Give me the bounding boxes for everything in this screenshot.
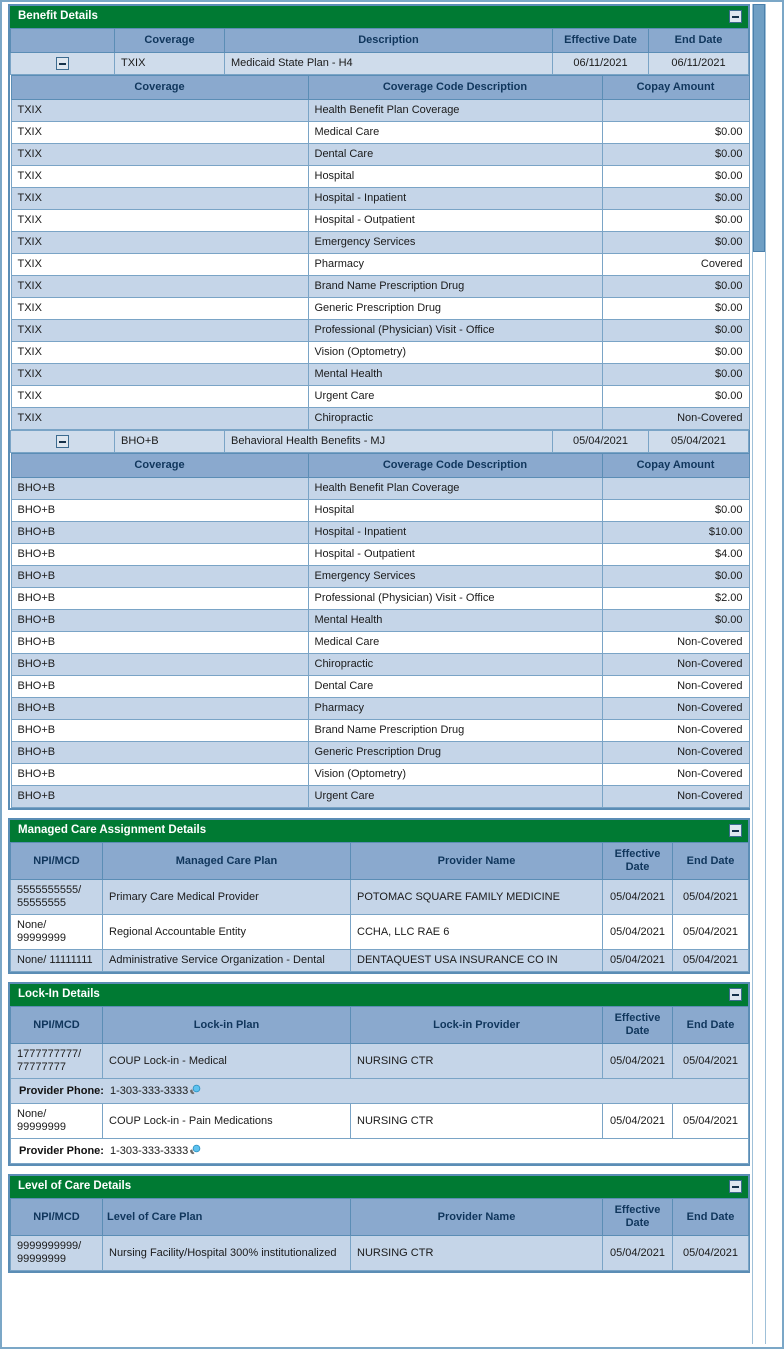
- provider-phone-row: [11, 1139, 749, 1164]
- panel-title: Managed Care Assignment Details: [18, 824, 207, 836]
- level-of-care-table: [10, 1198, 749, 1271]
- table-row: [11, 950, 749, 972]
- copay-amount-value: Non-Covered: [602, 764, 749, 786]
- coverage-code-description-value: Vision (Optometry): [308, 764, 602, 786]
- managed-care-table: [10, 842, 749, 972]
- plan-expander-cell[interactable]: [11, 53, 115, 75]
- skype-call-icon[interactable]: [189, 1084, 201, 1096]
- provider-phone-row: [11, 1079, 749, 1104]
- coverage-value: TXIX: [11, 144, 308, 166]
- skype-call-icon[interactable]: [189, 1144, 201, 1156]
- copay-amount-value: [602, 100, 749, 122]
- end-date-value: 05/04/2021: [673, 950, 749, 972]
- col-effective-date: Effective Date: [553, 29, 649, 53]
- coverage-code-description-value: Pharmacy: [308, 698, 602, 720]
- copay-amount-value: $10.00: [602, 522, 749, 544]
- copay-amount-value: $0.00: [602, 566, 749, 588]
- coverage-code-row: [11, 786, 749, 808]
- panel-benefit-details: [8, 4, 750, 810]
- copay-amount-value: $0.00: [602, 386, 749, 408]
- coverage-code-description-value: Urgent Care: [308, 786, 602, 808]
- panel-title: Level of Care Details: [18, 1180, 132, 1192]
- col-lock-in-provider: Lock-in Provider: [351, 1007, 603, 1044]
- coverage-value: TXIX: [11, 254, 308, 276]
- coverage-code-row: [11, 100, 749, 122]
- end-date-value: 05/04/2021: [673, 915, 749, 950]
- col-description: Description: [225, 29, 553, 53]
- coverage-code-row: [11, 720, 749, 742]
- col-effective-date: Effective Date: [603, 843, 673, 880]
- coverage-value: TXIX: [11, 122, 308, 144]
- copay-amount-value: $0.00: [602, 188, 749, 210]
- coverage-code-row: [11, 144, 749, 166]
- provider-name-value: CCHA, LLC RAE 6: [351, 915, 603, 950]
- coverage-value: BHO+B: [11, 786, 308, 808]
- coverage-code-description-value: Medical Care: [308, 122, 602, 144]
- plan-coverage: BHO+B: [115, 431, 225, 453]
- provider-phone-number: 1-303-333-3333: [109, 1085, 189, 1097]
- provider-name-value: NURSING CTR: [351, 1236, 603, 1271]
- minus-icon[interactable]: [729, 988, 742, 1001]
- vertical-scrollbar[interactable]: [752, 4, 766, 1344]
- coverage-value: TXIX: [11, 188, 308, 210]
- coverage-code-row: [11, 654, 749, 676]
- coverage-code-row: [11, 544, 749, 566]
- panel-header-managed-care: [10, 820, 748, 842]
- effective-date-value: 05/04/2021: [603, 950, 673, 972]
- copay-amount-value: [602, 478, 749, 500]
- col-effective-date: Effective Date: [603, 1007, 673, 1044]
- copay-amount-value: $0.00: [602, 342, 749, 364]
- col-provider-name: Provider Name: [351, 843, 603, 880]
- coverage-value: BHO+B: [11, 566, 308, 588]
- coverage-value: BHO+B: [11, 588, 308, 610]
- panel-level-of-care-details: [8, 1174, 750, 1273]
- subtable-header-row: [11, 76, 749, 100]
- panel-title: Lock-In Details: [18, 988, 100, 1000]
- col-end-date: End Date: [673, 843, 749, 880]
- copay-amount-value: Non-Covered: [602, 408, 749, 430]
- coverage-code-description-value: Health Benefit Plan Coverage: [308, 478, 602, 500]
- copay-amount-value: $0.00: [602, 144, 749, 166]
- coverage-value: TXIX: [11, 408, 308, 430]
- coverage-code-description-value: Chiropractic: [308, 408, 602, 430]
- copay-amount-value: Non-Covered: [602, 676, 749, 698]
- col-npi-mcd: NPI/MCD: [11, 1199, 103, 1236]
- benefit-plan-row: [11, 53, 749, 75]
- plan-coverage: TXIX: [115, 53, 225, 75]
- panel-title: Benefit Details: [18, 10, 98, 22]
- provider-phone-label: Provider Phone:: [19, 1085, 104, 1097]
- coverage-code-description-value: Hospital - Inpatient: [308, 522, 602, 544]
- plan-end-date: 05/04/2021: [649, 431, 749, 453]
- col-sub-coverage: Coverage: [11, 76, 308, 100]
- coverage-code-description-value: Mental Health: [308, 364, 602, 386]
- npi-mcd-value: None/ 99999999: [11, 915, 103, 950]
- coverage-value: BHO+B: [11, 720, 308, 742]
- provider-name-value: DENTAQUEST USA INSURANCE CO IN: [351, 950, 603, 972]
- coverage-code-row: [11, 478, 749, 500]
- coverage-code-row: [11, 166, 749, 188]
- copay-amount-value: $2.00: [602, 588, 749, 610]
- npi-mcd-value: 9999999999/ 99999999: [11, 1236, 103, 1271]
- coverage-code-description-value: Hospital: [308, 166, 602, 188]
- col-managed-care-plan: Managed Care Plan: [103, 843, 351, 880]
- coverage-code-row: [11, 676, 749, 698]
- managed-care-plan-value: Primary Care Medical Provider: [103, 880, 351, 915]
- coverage-code-row: [11, 764, 749, 786]
- coverage-value: BHO+B: [11, 654, 308, 676]
- panel-header-level-of-care: [10, 1176, 748, 1198]
- coverage-code-row: [11, 408, 749, 430]
- panel-header-lock-in: [10, 984, 748, 1006]
- panel-lock-in-details: [8, 982, 750, 1166]
- table-header-row: [11, 1007, 749, 1044]
- provider-phone-number: 1-303-333-3333: [109, 1145, 189, 1157]
- coverage-code-row: [11, 320, 749, 342]
- npi-mcd-value: None/ 11111111: [11, 950, 103, 972]
- col-coverage-code-description: Coverage Code Description: [308, 76, 602, 100]
- coverage-code-description-value: Medical Care: [308, 632, 602, 654]
- coverage-code-row: [11, 364, 749, 386]
- minus-icon[interactable]: [729, 1180, 742, 1193]
- coverage-code-row: [11, 386, 749, 408]
- col-effective-date: Effective Date: [603, 1199, 673, 1236]
- coverage-value: BHO+B: [11, 544, 308, 566]
- table-header-row: [11, 1199, 749, 1236]
- plan-expander-cell[interactable]: [11, 431, 115, 453]
- managed-care-plan-value: Administrative Service Organization - Dental: [103, 950, 351, 972]
- plan-effective-date: 06/11/2021: [553, 53, 649, 75]
- benefit-subtable-row: [11, 75, 749, 431]
- coverage-value: BHO+B: [11, 698, 308, 720]
- coverage-value: BHO+B: [11, 742, 308, 764]
- copay-amount-value: $0.00: [602, 122, 749, 144]
- coverage-value: BHO+B: [11, 500, 308, 522]
- copay-amount-value: $0.00: [602, 298, 749, 320]
- coverage-value: TXIX: [11, 386, 308, 408]
- coverage-code-description-value: Brand Name Prescription Drug: [308, 276, 602, 298]
- npi-mcd-value: 5555555555/ 55555555: [11, 880, 103, 915]
- effective-date-value: 05/04/2021: [603, 1236, 673, 1271]
- coverage-code-table: [11, 453, 750, 808]
- table-row: [11, 915, 749, 950]
- benefit-subtable-row: [11, 453, 749, 809]
- col-end-date: End Date: [673, 1199, 749, 1236]
- coverage-code-row: [11, 698, 749, 720]
- coverage-code-description-value: Mental Health: [308, 610, 602, 632]
- copay-amount-value: $4.00: [602, 544, 749, 566]
- copay-amount-value: $0.00: [602, 276, 749, 298]
- coverage-code-description-value: Generic Prescription Drug: [308, 742, 602, 764]
- col-sub-coverage: Coverage: [11, 454, 308, 478]
- coverage-code-description-value: Urgent Care: [308, 386, 602, 408]
- copay-amount-value: $0.00: [602, 610, 749, 632]
- coverage-value: TXIX: [11, 100, 308, 122]
- coverage-code-description-value: Chiropractic: [308, 654, 602, 676]
- coverage-code-description-value: Health Benefit Plan Coverage: [308, 100, 602, 122]
- col-expander: [11, 29, 115, 53]
- coverage-code-row: [11, 122, 749, 144]
- effective-date-value: 05/04/2021: [603, 880, 673, 915]
- copay-amount-value: Non-Covered: [602, 786, 749, 808]
- table-row: [11, 1044, 749, 1079]
- coverage-value: TXIX: [11, 166, 308, 188]
- coverage-code-row: [11, 254, 749, 276]
- plan-description: Medicaid State Plan - H4: [225, 53, 553, 75]
- minus-icon[interactable]: [729, 10, 742, 23]
- col-npi-mcd: NPI/MCD: [11, 1007, 103, 1044]
- coverage-code-row: [11, 342, 749, 364]
- level-of-care-plan-value: Nursing Facility/Hospital 300% institutionalized: [103, 1236, 351, 1271]
- coverage-code-row: [11, 632, 749, 654]
- effective-date-value: 05/04/2021: [603, 1104, 673, 1139]
- coverage-code-description-value: Hospital: [308, 500, 602, 522]
- end-date-value: 05/04/2021: [673, 1104, 749, 1139]
- npi-mcd-value: None/ 99999999: [11, 1104, 103, 1139]
- copay-amount-value: $0.00: [602, 320, 749, 342]
- copay-amount-value: $0.00: [602, 166, 749, 188]
- minus-icon[interactable]: [729, 824, 742, 837]
- coverage-code-description-value: Hospital - Outpatient: [308, 544, 602, 566]
- table-row: [11, 880, 749, 915]
- coverage-value: BHO+B: [11, 610, 308, 632]
- coverage-code-row: [11, 188, 749, 210]
- managed-care-plan-value: Regional Accountable Entity: [103, 915, 351, 950]
- coverage-code-row: [11, 566, 749, 588]
- lock-in-provider-value: NURSING CTR: [351, 1104, 603, 1139]
- end-date-value: 05/04/2021: [673, 1044, 749, 1079]
- coverage-value: TXIX: [11, 232, 308, 254]
- end-date-value: 05/04/2021: [673, 880, 749, 915]
- coverage-code-description-value: Generic Prescription Drug: [308, 298, 602, 320]
- coverage-code-row: [11, 522, 749, 544]
- panel-header-benefit-details: [10, 6, 748, 28]
- coverage-code-row: [11, 232, 749, 254]
- table-row: [11, 1236, 749, 1271]
- coverage-code-description-value: Vision (Optometry): [308, 342, 602, 364]
- plan-description: Behavioral Health Benefits - MJ: [225, 431, 553, 453]
- copay-amount-value: Non-Covered: [602, 654, 749, 676]
- coverage-code-row: [11, 588, 749, 610]
- table-header-row: [11, 29, 749, 53]
- table-row: [11, 1104, 749, 1139]
- coverage-code-description-value: Pharmacy: [308, 254, 602, 276]
- minus-icon[interactable]: [56, 57, 69, 70]
- coverage-value: BHO+B: [11, 676, 308, 698]
- coverage-code-description-value: Dental Care: [308, 676, 602, 698]
- provider-phone-label: Provider Phone:: [19, 1145, 104, 1157]
- coverage-value: BHO+B: [11, 632, 308, 654]
- coverage-value: BHO+B: [11, 522, 308, 544]
- lock-in-plan-value: COUP Lock-in - Medical: [103, 1044, 351, 1079]
- plan-end-date: 06/11/2021: [649, 53, 749, 75]
- coverage-value: TXIX: [11, 342, 308, 364]
- coverage-code-description-value: Emergency Services: [308, 232, 602, 254]
- coverage-code-row: [11, 210, 749, 232]
- copay-amount-value: $0.00: [602, 210, 749, 232]
- copay-amount-value: Covered: [602, 254, 749, 276]
- provider-phone-cell: [11, 1139, 749, 1164]
- col-copay-amount: Copay Amount: [602, 454, 749, 478]
- subtable-header-row: [11, 454, 749, 478]
- col-coverage: Coverage: [115, 29, 225, 53]
- copay-amount-value: Non-Covered: [602, 632, 749, 654]
- copay-amount-value: Non-Covered: [602, 742, 749, 764]
- coverage-code-description-value: Hospital - Outpatient: [308, 210, 602, 232]
- coverage-value: TXIX: [11, 276, 308, 298]
- panel-managed-care-assignment-details: [8, 818, 750, 974]
- npi-mcd-value: 1777777777/ 77777777: [11, 1044, 103, 1079]
- coverage-value: TXIX: [11, 298, 308, 320]
- coverage-code-row: [11, 276, 749, 298]
- plan-effective-date: 05/04/2021: [553, 431, 649, 453]
- coverage-code-row: [11, 742, 749, 764]
- scrollbar-thumb[interactable]: [753, 4, 765, 252]
- coverage-code-description-value: Hospital - Inpatient: [308, 188, 602, 210]
- coverage-code-row: [11, 610, 749, 632]
- copay-amount-value: $0.00: [602, 364, 749, 386]
- effective-date-value: 05/04/2021: [603, 915, 673, 950]
- coverage-value: TXIX: [11, 364, 308, 386]
- lock-in-plan-value: COUP Lock-in - Pain Medications: [103, 1104, 351, 1139]
- benefit-subtable-container: [11, 453, 749, 809]
- minus-icon[interactable]: [56, 435, 69, 448]
- col-npi-mcd: NPI/MCD: [11, 843, 103, 880]
- benefit-details-table: [10, 28, 749, 808]
- coverage-code-row: [11, 500, 749, 522]
- coverage-code-description-value: Professional (Physician) Visit - Office: [308, 588, 602, 610]
- col-end-date: End Date: [673, 1007, 749, 1044]
- copay-amount-value: $0.00: [602, 232, 749, 254]
- coverage-code-table: [11, 75, 750, 430]
- col-end-date: End Date: [649, 29, 749, 53]
- col-copay-amount: Copay Amount: [602, 76, 749, 100]
- table-header-row: [11, 843, 749, 880]
- copay-amount-value: $0.00: [602, 500, 749, 522]
- lock-in-table: [10, 1006, 749, 1164]
- coverage-value: TXIX: [11, 320, 308, 342]
- copay-amount-value: Non-Covered: [602, 720, 749, 742]
- coverage-code-description-value: Emergency Services: [308, 566, 602, 588]
- coverage-code-description-value: Brand Name Prescription Drug: [308, 720, 602, 742]
- provider-name-value: POTOMAC SQUARE FAMILY MEDICINE: [351, 880, 603, 915]
- coverage-code-row: [11, 298, 749, 320]
- coverage-value: TXIX: [11, 210, 308, 232]
- col-level-of-care-plan: Level of Care Plan: [103, 1199, 351, 1236]
- coverage-code-description-value: Dental Care: [308, 144, 602, 166]
- end-date-value: 05/04/2021: [673, 1236, 749, 1271]
- col-coverage-code-description: Coverage Code Description: [308, 454, 602, 478]
- benefit-subtable-container: [11, 75, 749, 431]
- copay-amount-value: Non-Covered: [602, 698, 749, 720]
- coverage-value: BHO+B: [11, 764, 308, 786]
- benefit-plan-row: [11, 431, 749, 453]
- col-lock-in-plan: Lock-in Plan: [103, 1007, 351, 1044]
- col-provider-name: Provider Name: [351, 1199, 603, 1236]
- coverage-value: BHO+B: [11, 478, 308, 500]
- lock-in-provider-value: NURSING CTR: [351, 1044, 603, 1079]
- coverage-code-description-value: Professional (Physician) Visit - Office: [308, 320, 602, 342]
- effective-date-value: 05/04/2021: [603, 1044, 673, 1079]
- provider-phone-cell: [11, 1079, 749, 1104]
